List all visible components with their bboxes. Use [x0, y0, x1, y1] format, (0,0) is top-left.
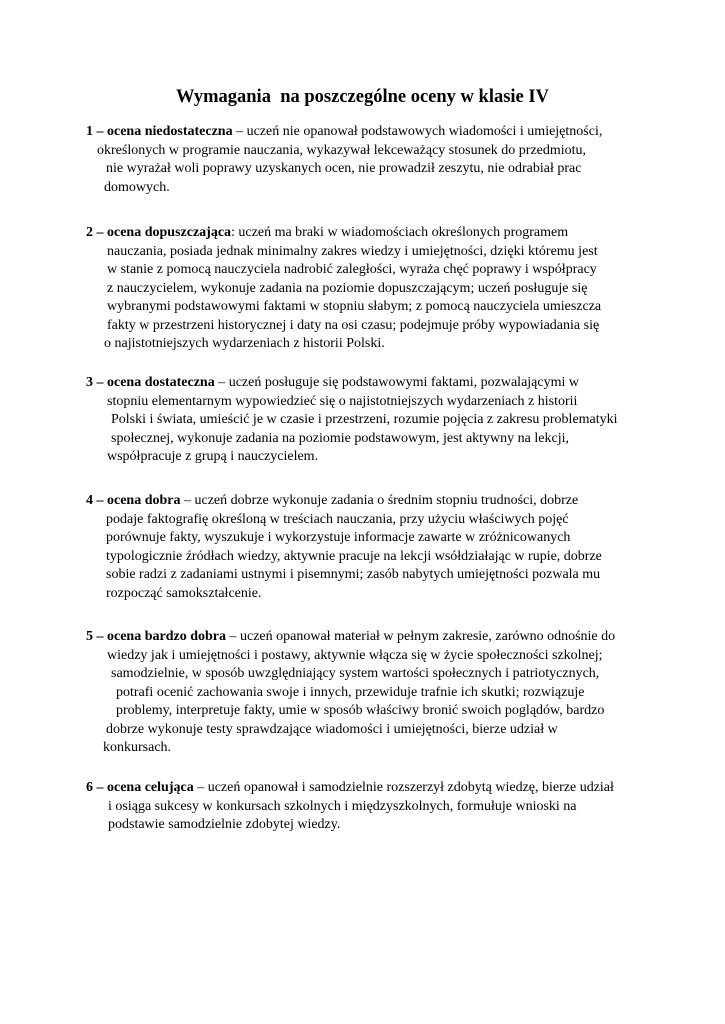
grade-section-6	[86, 779, 646, 835]
section-line: określonych w programie nauczania, wykazywał lekceważący stosunek do przedmiotu,	[97, 142, 587, 158]
section-line: i osiąga sukcesy w konkursach szkolnych i międzyszkolnych, formułuje wnioski na	[108, 798, 577, 814]
section-line: nauczania, posiada jednak minimalny zakres wiedzy i umiejętności, dzięki któremu jest	[107, 243, 598, 259]
grade-section-5	[86, 628, 646, 758]
section-line	[86, 492, 646, 511]
section-line: porównuje fakty, wyszukuje i wykorzystuje informacje zawarte w zróżnicowanych	[106, 530, 571, 545]
grade-label: 4 – ocena dobra	[86, 493, 181, 508]
section-line	[86, 374, 646, 393]
section-line	[86, 779, 646, 798]
section-line: współpracuje z grupą i nauczycielem.	[107, 449, 319, 464]
grade-section-2	[86, 224, 646, 354]
section-line	[86, 123, 646, 142]
section-line: podstawie samodzielnie zdobytej wiedzy.	[108, 817, 341, 832]
section-text: – uczeń opanował materiał w pełnym zakresie, zarówno odnośnie do	[226, 629, 616, 644]
section-line: podaje faktografię określoną w treściach nauczania, przy użyciu właściwych pojęć	[106, 511, 569, 527]
section-line: problemy, interpretuje fakty, umie w sposób właściwy bronić swoich poglądów, bardzo	[116, 703, 605, 718]
section-line: społecznej, wykonuje zadania na poziomie podstawowym, jest aktywny na lekcji,	[111, 430, 569, 446]
section-text: – uczeń nie opanował podstawowych wiadomości i umiejętności,	[232, 124, 603, 139]
section-line: wybranymi podstawowymi faktami w stopniu słabym; z pomocą nauczyciela umieszcza	[107, 299, 602, 314]
section-text: – uczeń dobrze wykonuje zadania o średnim stopniu trudności, dobrze	[180, 493, 579, 508]
section-line: sobie radzi z zadaniami ustnymi i pisemnymi; zasób nabytych umiejętności pozwala mu	[106, 567, 601, 582]
section-line	[86, 224, 646, 243]
section-line: Polski i świata, umieścić je w czasie i przestrzeni, rozumie pojęcia z zakresu problematyki	[111, 412, 618, 427]
grade-label: 6 – ocena celująca	[86, 780, 194, 795]
section-line: z nauczycielem, wykonuje zadania na poziomie dopuszczającym; uczeń posługuje się	[107, 280, 588, 296]
section-line: dobrze wykonuje testy sprawdzające wiadomości i umiejętności, bierze udział w	[106, 721, 558, 737]
grade-section-4	[86, 492, 646, 603]
page-title: Wymagania na poszczególne oceny w klasie IV	[176, 87, 549, 107]
section-text: – uczeń posługuje się podstawowymi faktami, pozwalającymi w	[214, 375, 579, 390]
section-line: potrafi ocenić zachowania swoje i innych, przewiduje trafnie ich skutki; rozwiązuje	[116, 684, 585, 700]
grade-label: 3 – ocena dostateczna	[86, 375, 215, 390]
section-line: typologicznie źródłach wiedzy, aktywnie pracuje na lekcji wsółdziałając w rupie, dobrze	[106, 548, 602, 564]
section-line: samodzielnie, w sposób uwzględniający system wartości społecznych i patriotycznych,	[111, 666, 600, 681]
section-line: fakty w przestrzeni historycznej i daty na osi czasu; podejmuje próby wypowiadania się	[107, 317, 600, 333]
section-line: rozpocząć samokształcenie.	[106, 585, 262, 601]
grade-label: 2 – ocena dopuszczająca	[86, 225, 232, 240]
grade-section-3	[86, 374, 646, 467]
section-text: – uczeń opanował i samodzielnie rozszerzył zdobytą wiedzę, bierze udział	[193, 780, 614, 795]
section-line: wiedzy jak i umiejętności i postawy, aktywnie włącza się w życie społeczności szkolnej;	[107, 647, 603, 663]
section-line: konkursach.	[103, 740, 172, 755]
section-line: domowych.	[104, 179, 170, 195]
section-line	[86, 628, 646, 647]
section-line: stopniu elementarnym wypowiedzieć się o najistotniejszych wydarzeniach z historii	[107, 393, 578, 409]
section-line: w stanie z pomocą nauczyciela nadrobić zaległości, wyraża chęć poprawy i współpracy	[107, 262, 597, 277]
section-text: : uczeń ma braki w wiadomościach określonych programem	[231, 225, 569, 240]
grade-label: 5 – ocena bardzo dobra	[86, 629, 226, 644]
section-line: nie wyrażał woli poprawy uzyskanych ocen, nie prowadził zeszytu, nie odrabiał prac	[106, 161, 582, 176]
grade-section-1	[86, 123, 646, 197]
section-line: o najistotniejszych wydarzeniach z historii Polski.	[104, 336, 385, 351]
grade-label: 1 – ocena niedostateczna	[86, 124, 233, 139]
